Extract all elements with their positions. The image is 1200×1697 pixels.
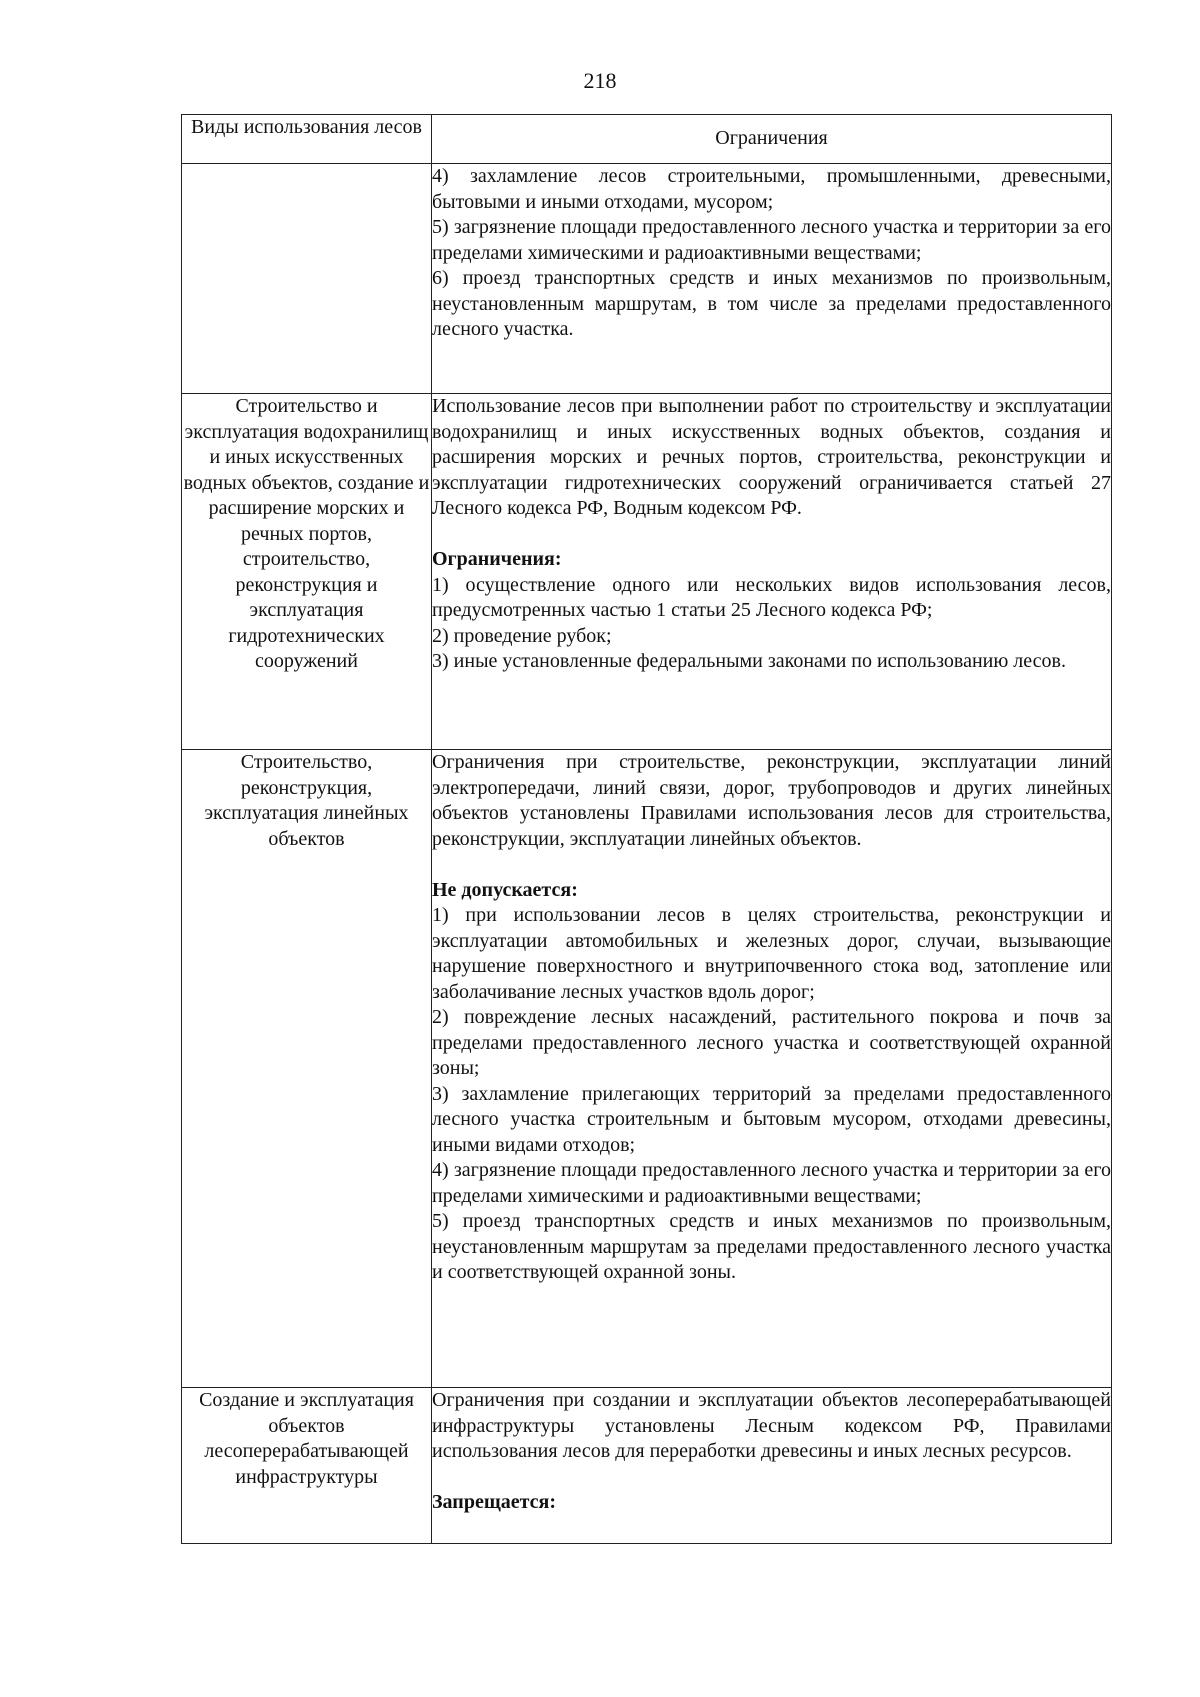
list-item: 5) проезд транспортных средств и иных механизмов по произвольным, неустановленным маршрутам за пределами предоставленного лесного участка и соответствующей охранной зоны.: [432, 1210, 1111, 1283]
restrictions-cell: [432, 1388, 1112, 1544]
list-item: 3) захламление прилегающих территорий за пределами предоставленного лесного участка строительным и бытовым мусором, отходами древесины, иными видами отходов;: [432, 1082, 1111, 1156]
header-restrictions: Ограничения: [432, 115, 1112, 164]
table-row: [182, 1388, 1112, 1544]
page-number: 218: [583, 68, 617, 93]
intro-paragraph: Использование лесов при выполнении работ по строительству и эксплуатации водохранилищ и иных искусственных водных объектов, создания и расширения морских и речных портов, строительства, реконструкции и эксплуатации гидротехнических сооружений ограничивается статьей 27 Лесного кодекса РФ, Водным кодексом РФ.: [432, 395, 1111, 519]
list-item: 5) загрязнение площади предоставленного лесного участка и территории за его пределами химическими и радиоактивными веществами;: [432, 216, 1111, 264]
intro-paragraph: Ограничения при создании и эксплуатации объектов лесоперерабатывающей инфраструктуры установлены Лесным кодексом РФ, Правилами использования лесов для переработки древесины и иных лесных ресурсов.: [432, 1389, 1111, 1462]
restrictions-cell: [432, 394, 1112, 750]
section-heading: Запрещается:: [432, 1491, 557, 1513]
list-item: 4) загрязнение площади предоставленного лесного участка и территории за его пределами химическими и радиоактивными веществами;: [432, 1159, 1111, 1207]
restrictions-table: [181, 114, 1112, 1544]
forest-use-cell: Строительство и эксплуатация водохранилищ и иных искусственных водных объектов, создание и расширение морских и речных портов, строительство, реконструкция и эксплуатация гидротехнических сооружений: [182, 394, 432, 750]
forest-use-cell: Строительство, реконструкция, эксплуатация линейных объектов: [182, 750, 432, 1388]
section-heading: Ограничения:: [432, 548, 562, 570]
list-item: 2) проведение рубок;: [432, 624, 612, 647]
restrictions-cell: [432, 750, 1112, 1388]
list-item: 2) повреждение лесных насаждений, растительного покрова и почв за пределами предоставленного лесного участка и соответствующей охранной зоны;: [432, 1006, 1111, 1079]
list-item: 4) захламление лесов строительными, промышленными, древесными, бытовыми и иными отходами, мусором;: [432, 165, 1111, 213]
section-heading: Не допускается:: [432, 878, 578, 901]
restrictions-cell: [432, 164, 1112, 394]
forest-use-cell: [182, 164, 432, 394]
forest-use-cell: Создание и эксплуатация объектов лесоперерабатывающей инфраструктуры: [182, 1388, 432, 1544]
list-item: 1) осуществление одного или нескольких видов использования лесов, предусмотренных частью 1 статьи 25 Лесного кодекса РФ;: [432, 573, 1111, 621]
list-item: 3) иные установленные федеральными законами по использованию лесов.: [432, 650, 1066, 672]
table-header-row: [182, 115, 1112, 164]
table-row: [182, 164, 1112, 394]
table-row: [182, 750, 1112, 1388]
list-item: 1) при использовании лесов в целях строительства, реконструкции и эксплуатации автомобильных и железных дорог, случаи, вызывающие нарушение поверхностного и внутрипочвенного стока вод, затопление или заболачивание лесных участков вдоль дорог;: [432, 904, 1111, 1003]
table-row: [182, 394, 1112, 750]
list-item: 6) проезд транспортных средств и иных механизмов по произвольным, неустановленным маршрутам, в том числе за пределами предоставленного лесного участка.: [432, 267, 1111, 340]
intro-paragraph: Ограничения при строительстве, реконструкции, эксплуатации линий электропередачи, линий связи, дорог, трубопроводов и других линейных объектов установлены Правилами использования лесов для строительства, реконструкции, эксплуатации линейных объектов.: [432, 751, 1111, 850]
header-forest-use-types: Виды использования лесов: [182, 115, 432, 164]
